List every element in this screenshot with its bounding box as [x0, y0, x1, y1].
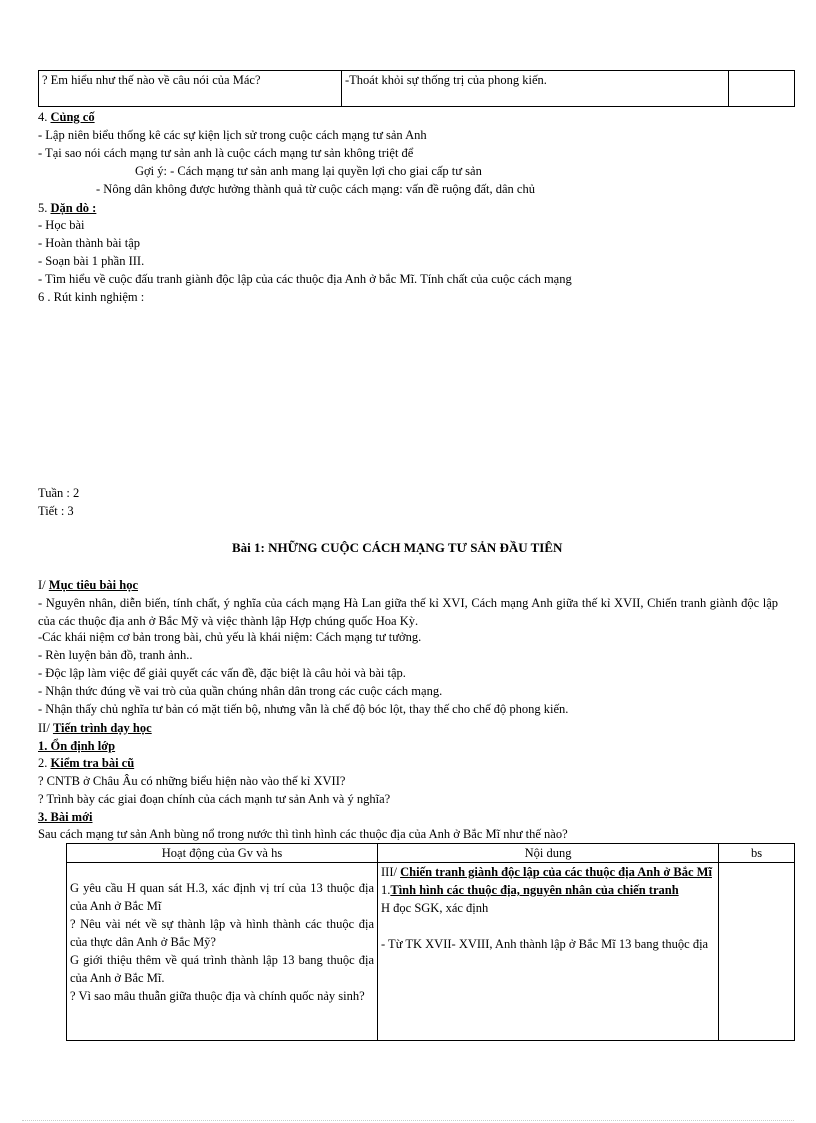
main-table-header-row [67, 844, 795, 863]
header-bs: bs [719, 844, 795, 863]
activity-cell [67, 863, 378, 1041]
on-dinh-lop: 1. Ổn định lớp [38, 739, 116, 753]
question-text: ? Em hiểu như thế nào về câu nói của Mác? [42, 73, 261, 87]
header-activity: Hoạt động của Gv và hs [67, 844, 378, 863]
cung-co-line-2: - Tại sao nói cách mạng tư sản anh là cuộc cách mạng tư sản không triệt để [38, 146, 414, 160]
dan-do-line-3: - Soạn bài 1 phần III. [38, 254, 145, 268]
muc-tieu-line-3: - Độc lập làm việc để giải quyết các vấn đề, đặc biệt là câu hỏi và bài tập. [38, 666, 406, 680]
kiem-tra-heading: 2. Kiểm tra bài cũ [38, 756, 135, 770]
empty-cell [729, 71, 795, 107]
content-line-1: H đọc SGK, xác định [381, 901, 489, 915]
content-cell [378, 863, 719, 1041]
bs-cell [719, 863, 795, 1041]
dan-do-heading: 5. Dặn dò : [38, 201, 97, 215]
cung-co-line-1: - Lập niên biểu thống kê các sự kiện lịch sử trong cuộc cách mạng tư sản Anh [38, 128, 427, 142]
tuan: Tuần : 2 [38, 486, 80, 500]
muc-tieu-line-5: - Nhận thấy chủ nghĩa tư bản có mặt tiến bộ, nhưng vẫn là chế độ bóc lột, thay thế cho chế độ phong kiến. [38, 702, 569, 716]
muc-tieu-heading: I/ Mục tiêu bài học [38, 578, 138, 592]
dan-do-line-4: - Tìm hiểu về cuộc đấu tranh giành độc lập của các thuộc địa Anh ở bắc Mĩ. Tính chất của cuộc cách mạng [38, 272, 572, 286]
bai-moi-intro: Sau cách mạng tư sản Anh bùng nổ trong nước thì tình hình các thuộc địa của Anh ở Bắc Mĩ như thế nào? [38, 827, 568, 841]
lesson-title: Bài 1: NHỮNG CUỘC CÁCH MẠNG TƯ SẢN ĐẦU TIÊN [232, 540, 563, 555]
muc-tieu-line-1: -Các khái niệm cơ bản trong bài, chủ yếu là khái niệm: Cách mạng tư tưởng. [38, 630, 422, 644]
question-cell [39, 71, 342, 107]
main-table [66, 843, 795, 1041]
cung-co-line-3: Gợi ý: - Cách mạng tư sản anh mang lại quyền lợi cho giai cấp tư sản [135, 164, 482, 178]
bai-moi-heading: 3. Bài mới [38, 810, 93, 824]
dan-do-line-2: - Hoàn thành bài tập [38, 236, 141, 250]
muc-tieu-line-4: - Nhận thức đúng về vai trò của quần chúng nhân dân trong các cuộc cách mạng. [38, 684, 443, 698]
rut-kinh-nghiem: 6 . Rút kinh nghiệm : [38, 290, 145, 304]
muc-tieu-line-2: - Rèn luyện bản đồ, tranh ảnh.. [38, 648, 193, 662]
answer-cell [342, 71, 729, 107]
page-bottom-rule [22, 1120, 794, 1121]
content-section-title: III/ Chiến tranh giành độc lập của các thuộc địa Anh ở Bắc Mĩ [381, 865, 712, 879]
kiem-tra-q1: ? CNTB ở Châu Âu có những biểu hiện nào vào thế kỉ XVII? [38, 774, 346, 788]
kiem-tra-q2: ? Trình bày các giai đoạn chính của cách mạnh tư sản Anh và ý nghĩa? [38, 792, 391, 806]
activity-text: G yêu cầu H quan sát H.3, xác định vị trí của 13 thuộc địa của Anh ở Bắc Mĩ ? Nêu vài nét về sự thành lập và hình thành các thuộc địa của thực dân Anh ở Bắc Mỹ? G giới thiệu thêm về quá trình thành lập 13 bang thuộc địa của Anh ở Bắc Mĩ. ? Vì sao mâu thuẫn giữa thuộc địa và chính quốc nảy sinh? [70, 881, 374, 1003]
top-table [38, 70, 795, 107]
cung-co-line-4: - Nông dân không được hưởng thành quả từ cuộc cách mạng: vấn đề ruộng đất, dân chủ [96, 182, 535, 196]
header-content: Nội dung [378, 844, 719, 863]
dan-do-line-1: - Học bài [38, 218, 85, 232]
muc-tieu-para-1: - Nguyên nhân, diễn biến, tính chất, ý nghĩa của cách mạng Hà Lan giữa thế kỉ XVI, Cách mạng Anh giữa thế kỉ XVII, Chiến tranh giành độc lập của các thuộc địa anh ở Bắc Mỹ và việc thành lập Hợp chúng quốc Hoa Kỳ. [38, 596, 778, 628]
content-sub-title: 1.Tình hình các thuộc địa, nguyên nhân của chiến tranh [381, 883, 679, 897]
main-table-row [67, 863, 795, 1041]
answer-text: -Thoát khỏi sự thống trị của phong kiến. [345, 73, 547, 87]
tiet: Tiết : 3 [38, 504, 74, 518]
content-line-2: - Từ TK XVII- XVIII, Anh thành lập ở Bắc Mĩ 13 bang thuộc địa [381, 937, 709, 951]
cung-co-heading: 4. Củng cố [38, 110, 95, 124]
tien-trinh-heading: II/ Tiến trình dạy học [38, 721, 152, 735]
